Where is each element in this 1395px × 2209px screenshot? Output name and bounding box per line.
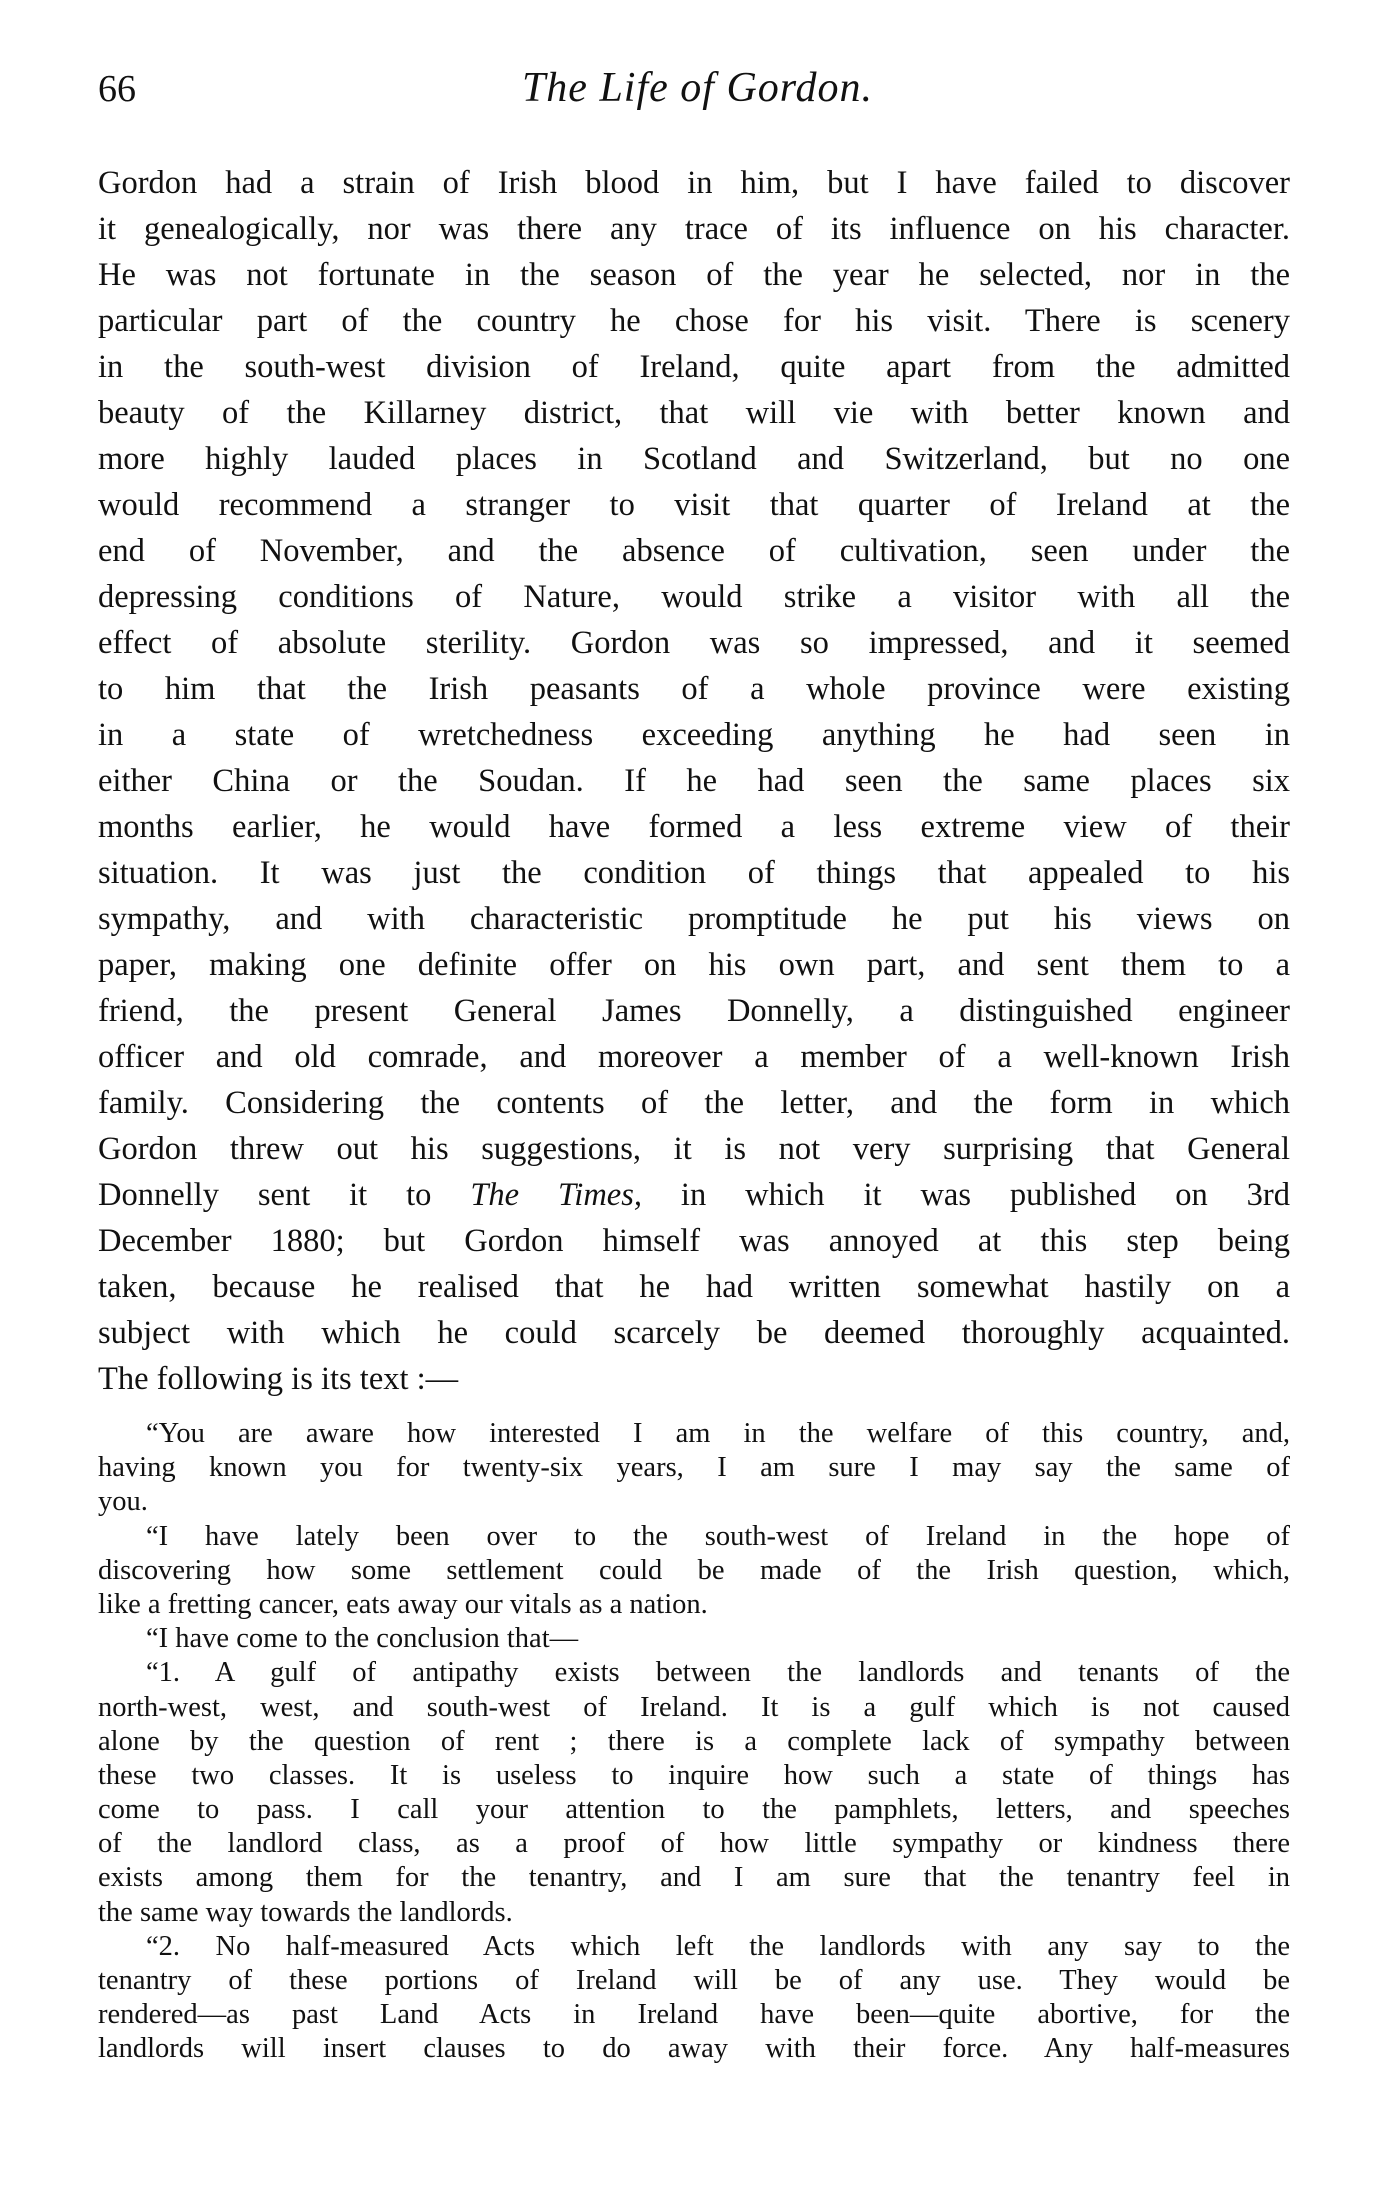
text-line: the same way towards the landlords. [98, 1896, 513, 1928]
text-line: exists among them for the tenantry, and I am sure that the tenantry feel in [98, 1862, 1290, 1894]
text-line: Gordon threw out his suggestions, it is not very surprising that General [98, 1131, 1290, 1167]
text-line: subject with which he could scarcely be deemed thoroughly acquainted. [98, 1315, 1290, 1351]
text-line: rendered—as past Land Acts in Ireland have been—quite abortive, for the [98, 1999, 1290, 2031]
text-line: it genealogically, nor was there any trace of its influence on his character. [98, 211, 1290, 247]
text-line: friend, the present General James Donnelly, a distinguished engineer [98, 993, 1290, 1029]
text-line: taken, because he realised that he had written somewhat hastily on a [98, 1269, 1290, 1305]
text-line: to him that the Irish peasants of a whole province were existing [98, 671, 1290, 707]
text-line: of the landlord class, as a proof of how little sympathy or kindness there [98, 1828, 1290, 1860]
text-line [98, 1172, 1290, 1218]
text-line: landlords will insert clauses to do away with their force. Any half-measures [98, 2033, 1290, 2065]
text-line: “I have lately been over to the south-west of Ireland in the hope of [146, 1520, 1290, 1552]
text-line: “You are aware how interested I am in the welfare of this country, and, [146, 1418, 1290, 1449]
text-line: come to pass. I call your attention to the pamphlets, letters, and speeches [98, 1794, 1290, 1826]
letter-quote [98, 1417, 1290, 2067]
text-line: these two classes. It is useless to inquire how such a state of things has [98, 1759, 1290, 1791]
text-line: in the south-west division of Ireland, quite apart from the admitted [98, 349, 1290, 385]
text-line: The following is its text :— [98, 1361, 459, 1397]
text-line: “1. A gulf of antipathy exists between the landlords and tenants of the [146, 1657, 1290, 1689]
running-title: The Life of Gordon. [521, 65, 874, 111]
text-line: end of November, and the absence of cultivation, seen under the [98, 533, 1290, 569]
text-line: December 1880; but Gordon himself was annoyed at this step being [98, 1223, 1290, 1259]
text-line: sympathy, and with characteristic promptitude he put his views on [98, 901, 1290, 937]
text-fragment: Donnelly sent it to [98, 1177, 471, 1213]
text-line: officer and old comrade, and moreover a member of a well-known Irish [98, 1039, 1290, 1075]
page-number: 66 [98, 68, 136, 110]
text-line: in a state of wretchedness exceeding anything he had seen in [98, 717, 1290, 753]
newspaper-title: The Times, [470, 1177, 642, 1213]
text-line: north-west, west, and south-west of Ireland. It is a gulf which is not caused [98, 1691, 1290, 1723]
text-line: like a fretting cancer, eats away our vitals as a nation. [98, 1588, 708, 1620]
text-line: beauty of the Killarney district, that will vie with better known and [98, 395, 1290, 431]
text-line: discovering how some settlement could be made of the Irish question, which, [98, 1554, 1290, 1586]
text-line: depressing conditions of Nature, would strike a visitor with all the [98, 579, 1290, 615]
text-line: particular part of the country he chose for his visit. There is scenery [98, 303, 1290, 339]
text-line: tenantry of these portions of Ireland will be of any use. They would be [98, 1965, 1290, 1996]
text-line: either China or the Soudan. If he had seen the same places six [98, 763, 1290, 799]
text-line: months earlier, he would have formed a less extreme view of their [98, 809, 1290, 845]
text-line: family. Considering the contents of the letter, and the form in which [98, 1085, 1290, 1121]
text-line: Gordon had a strain of Irish blood in him, but I have failed to discover [98, 165, 1290, 201]
text-line: situation. It was just the condition of things that appealed to his [98, 855, 1290, 891]
text-line: alone by the question of rent ; there is a complete lack of sympathy between [98, 1725, 1290, 1757]
body-text [98, 160, 1290, 1402]
text-line: you. [98, 1486, 148, 1518]
text-line: paper, making one definite offer on his own part, and sent them to a [98, 947, 1290, 983]
text-fragment: in which it was published on 3rd [642, 1177, 1290, 1213]
text-line: would recommend a stranger to visit that quarter of Ireland at the [98, 487, 1290, 523]
text-line: having known you for twenty-six years, I am sure I may say the same of [98, 1452, 1290, 1484]
text-line: more highly lauded places in Scotland and Switzerland, but no one [98, 441, 1290, 477]
text-line: effect of absolute sterility. Gordon was so impressed, and it seemed [98, 625, 1290, 661]
text-line: He was not fortunate in the season of the year he selected, nor in the [98, 257, 1290, 293]
text-line: “I have come to the conclusion that— [146, 1623, 579, 1655]
text-line: “2. No half-measured Acts which left the landlords with any say to the [146, 1930, 1290, 1962]
